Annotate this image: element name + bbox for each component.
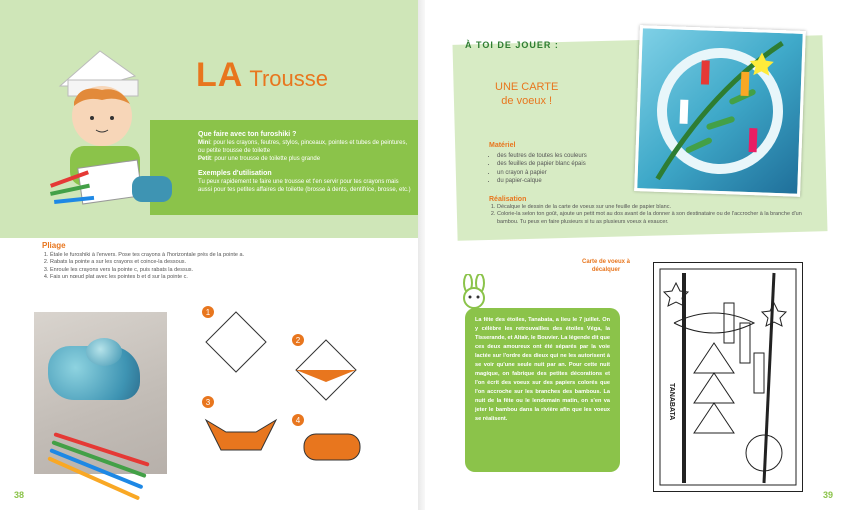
pliage-section bbox=[42, 242, 302, 282]
intro-question: Que faire avec ton furoshiki ? bbox=[198, 131, 297, 138]
card-heading bbox=[495, 80, 558, 108]
title-big: LA bbox=[196, 56, 244, 94]
right-title: À TOI DE JOUER : bbox=[465, 40, 559, 50]
diagram-step-2 bbox=[292, 334, 356, 400]
petit-text: : pour une trousse de toilette plus grande bbox=[211, 156, 321, 162]
mini-text: : pour les crayons, feutres, stylos, pinceaux, pointes et tubes de peintures, ou petite trousse de toilette bbox=[198, 140, 408, 154]
materiel-item: • des feuilles de papier blanc épais bbox=[497, 160, 587, 169]
decalque-label: Carte de voeux à décalquer bbox=[581, 259, 631, 273]
diagram-step-1 bbox=[202, 306, 266, 372]
page-title bbox=[196, 56, 328, 95]
intro-block bbox=[198, 130, 412, 194]
examples-text: Tu peux rapidement te faire une trousse et t'en servir pour tes crayons mais aussi pour tes petites affaires de toilette (brosse à dents, dentifrice, brosse, etc.) bbox=[198, 179, 411, 193]
greeting-card-artwork bbox=[634, 25, 806, 197]
card-line-1: UNE CARTE bbox=[495, 81, 559, 93]
materiel-item: • des feutres de toutes les couleurs bbox=[497, 152, 587, 161]
title-small: Trousse bbox=[249, 66, 328, 91]
realisation-section bbox=[489, 196, 805, 226]
realisation-step: 2. Colorie-la selon ton goût, ajoute un petit mot au dos avant de la donner à son destinataire ou de l'accrocher à la branche d'un bambou. Tu peux en faire plusieurs si tu as plusieurs voeux à exaucer. bbox=[497, 211, 805, 226]
page-number-right: 39 bbox=[823, 490, 834, 500]
pliage-title: Pliage bbox=[42, 241, 66, 250]
coloring-drawing bbox=[654, 263, 802, 491]
pliage-step: 4. Fais un nœud plat avec les pointes b et d sur la pointe c. bbox=[50, 274, 302, 282]
artwork-drawing bbox=[637, 28, 802, 193]
mini-label: Mini bbox=[198, 140, 210, 146]
pliage-step: 3. Enroule les crayons vers la pointe c, puis rabats la dessus. bbox=[50, 267, 302, 275]
tanabata-vertical-text: TANABATA bbox=[668, 383, 675, 421]
tanabata-story: La fête des étoiles, Tanabata, a lieu le 7 juillet. On y célèbre les retrouvailles des étoiles Véga, la Tisserande, et Altaïr, le Bouvier. La légende dit que ces deux amoureux ont été séparés par la voie lactée sur l'ordre des dieux qui ne les autorisent à se voir qu'une seule nuit par an. Pour cette nuit magique, on fabrique des petites décorations et l'on écrit des voeux sur des papiers colorés que l'on accroche sur les branches des bambous. La nuit de la fête ou le lendemain matin, on s'en va jeter le bambou dans la rivière afin que les voeux se réalisent. bbox=[465, 308, 620, 472]
right-page bbox=[425, 0, 845, 510]
intro-petit bbox=[198, 155, 412, 163]
intro-mini bbox=[198, 139, 412, 155]
materiel-title: Matériel bbox=[489, 142, 516, 149]
pliage-step: 1. Étale le furoshiki à l'envers. Pose tes crayons à l'horizontale près de la pointe a. bbox=[50, 252, 302, 260]
coloring-card bbox=[653, 262, 803, 492]
pliage-steps bbox=[42, 252, 302, 282]
realisation-steps bbox=[489, 204, 805, 227]
left-page bbox=[0, 0, 420, 510]
boy-illustration bbox=[40, 46, 190, 216]
diagram-step-3 bbox=[202, 396, 276, 450]
step-number: 1 bbox=[205, 308, 211, 317]
step-number: 2 bbox=[295, 336, 301, 345]
realisation-title: Réalisation bbox=[489, 196, 527, 203]
furoshiki-knot bbox=[86, 338, 122, 366]
materiel-item: • du papier-calque bbox=[497, 177, 587, 186]
page-number-left: 38 bbox=[14, 490, 25, 500]
examples-title: Exemples d'utilisation bbox=[198, 170, 272, 177]
realisation-step: 1. Décalque le dessin de la carte de voeux sur une feuille de papier blanc. bbox=[497, 204, 805, 212]
bunny-icon bbox=[457, 274, 491, 310]
materiel-section bbox=[489, 142, 587, 186]
furoshiki-photo bbox=[34, 312, 167, 474]
diagram-step-4 bbox=[292, 414, 360, 460]
materiel-list bbox=[489, 152, 587, 186]
card-line-2: de voeux ! bbox=[501, 95, 553, 107]
step-number: 3 bbox=[205, 398, 211, 407]
step-number: 4 bbox=[295, 416, 301, 425]
pliage-step: 2. Rabats la pointe a sur les crayons et coince-la dessous. bbox=[50, 259, 302, 267]
folding-diagram bbox=[196, 302, 376, 472]
petit-label: Petit bbox=[198, 156, 212, 162]
materiel-item: • un crayon à papier bbox=[497, 169, 587, 178]
